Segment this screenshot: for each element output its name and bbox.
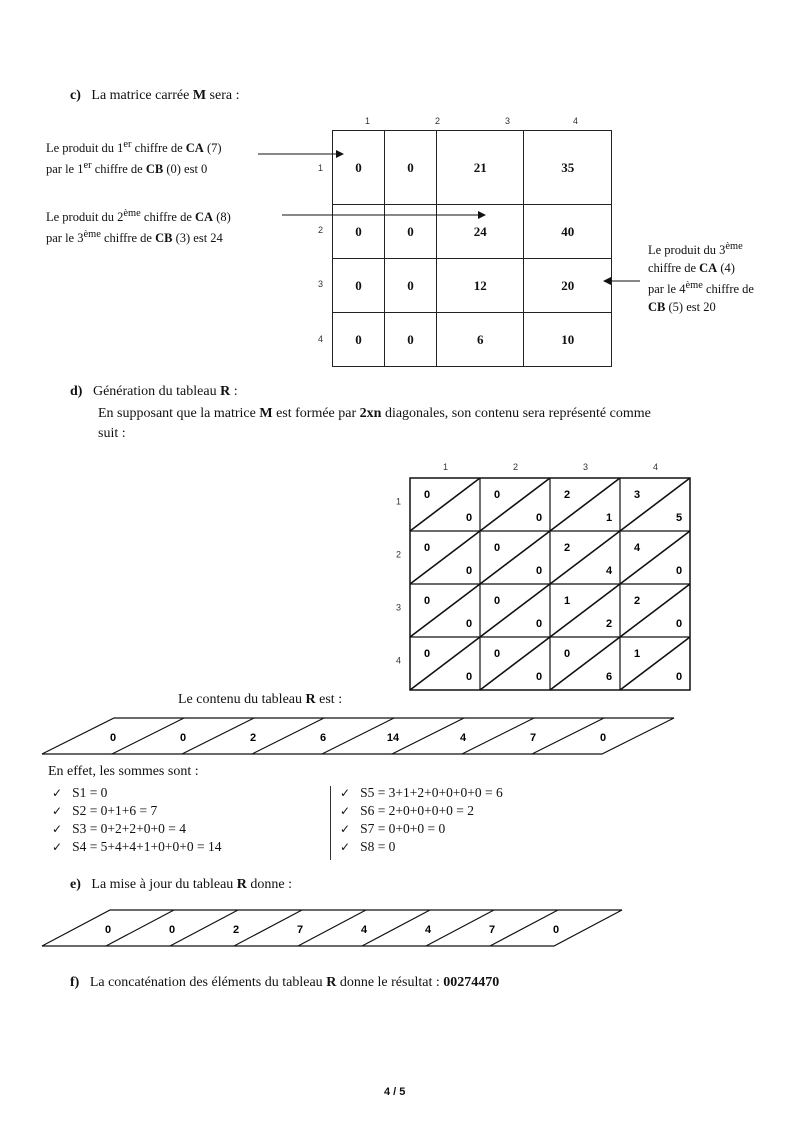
note-text: (3) est 24	[172, 231, 223, 246]
sum-item	[340, 784, 503, 802]
note-line	[648, 238, 754, 259]
tableau-cell: 0	[552, 924, 560, 936]
tableau-cell: 2	[232, 924, 240, 936]
lattice-row-header: 1	[396, 496, 402, 507]
sum-item	[52, 820, 221, 838]
sum-text: S5 = 3+1+2+0+0+0+0 = 6	[360, 785, 503, 800]
matrix-cell: 0	[333, 131, 385, 205]
note-sup: ème	[725, 241, 743, 252]
check-mark-icon: ✓	[340, 786, 351, 800]
sum-item	[52, 802, 221, 820]
col-header: 2	[435, 116, 441, 126]
lattice-tens-digit: 0	[424, 648, 431, 660]
matrix-cell: 0	[384, 313, 436, 367]
check-mark-icon: ✓	[340, 840, 351, 854]
heading-bold: R	[236, 877, 247, 892]
lattice-tens-digit: 2	[564, 542, 571, 554]
section-e-heading	[70, 877, 292, 893]
lattice-units-digit: 0	[536, 671, 543, 683]
lattice-tens-digit: 2	[564, 489, 571, 501]
note-bold: CB	[648, 300, 666, 315]
note-sup: ème	[123, 208, 141, 219]
tableau-divider	[426, 910, 494, 946]
note-text: chiffre de	[131, 141, 186, 156]
tableau-divider	[490, 910, 558, 946]
sum-item	[52, 838, 221, 856]
tableau-cell: 0	[104, 924, 112, 936]
row-header: 3	[318, 279, 324, 289]
matrix-cell: 10	[524, 313, 612, 367]
tableau-divider	[109, 718, 187, 754]
note-text: chiffre de	[100, 231, 156, 246]
matrix-cell: 35	[524, 131, 612, 205]
sum-text: S6 = 2+0+0+0+0 = 2	[360, 803, 475, 818]
lattice-units-digit: 0	[536, 512, 543, 524]
lattice-units-digit: 0	[466, 565, 473, 577]
lattice-units-digit: 2	[606, 618, 613, 630]
section-d-heading	[70, 384, 238, 400]
label-text: est :	[315, 692, 343, 707]
col-header: 4	[573, 116, 579, 126]
lattice-tens-digit: 0	[424, 489, 431, 501]
label-bold: R	[305, 692, 316, 707]
sum-item	[340, 802, 503, 820]
check-mark-icon: ✓	[52, 822, 63, 836]
heading-text: Génération du tableau	[92, 384, 221, 399]
lattice-row-header: 2	[396, 549, 402, 560]
col-header: 1	[365, 116, 371, 126]
sums-right-list	[340, 784, 503, 856]
note-text: chiffre de	[648, 261, 700, 276]
tableau-cell: 7	[529, 732, 537, 744]
lattice-tens-digit: 0	[494, 648, 501, 660]
sum-text: S7 = 0+0+0 = 0	[360, 821, 446, 836]
lattice-row-header: 3	[396, 602, 402, 613]
note-sup: er	[83, 160, 92, 172]
tableau-divider	[234, 910, 302, 946]
col-header: 3	[505, 116, 511, 126]
lattice-tens-digit: 2	[634, 595, 641, 607]
sum-text: S3 = 0+2+2+0+0 = 4	[72, 821, 187, 836]
tableau-r-label	[178, 692, 342, 708]
heading-bold: M	[192, 88, 207, 103]
sum-text: S1 = 0	[72, 785, 108, 800]
row-header: 2	[318, 225, 324, 235]
note-line	[648, 259, 754, 277]
note-text: par le 4	[648, 282, 686, 297]
sum-item	[340, 838, 503, 856]
matrix-cell: 40	[524, 205, 612, 259]
section-letter: f)	[70, 975, 80, 990]
lattice-col-header: 3	[583, 462, 589, 472]
label-text: Le contenu du tableau	[178, 692, 306, 707]
para-text: est formée par	[272, 406, 360, 421]
note-sup: ème	[83, 229, 101, 241]
lattice-tens-digit: 4	[634, 542, 641, 554]
note-line	[46, 205, 231, 226]
lattice-tens-digit: 0	[564, 648, 571, 660]
para-text: En supposant que la matrice	[98, 406, 260, 421]
sums-left-list	[52, 784, 221, 856]
heading-bold: R	[326, 975, 337, 990]
tableau-divider	[459, 718, 537, 754]
matrix-cell: 21	[436, 131, 524, 205]
note-text: par le 3	[46, 231, 84, 246]
page-number: 4 / 5	[384, 1086, 406, 1098]
note-line	[46, 157, 222, 178]
lattice-units-digit: 0	[466, 618, 473, 630]
heading-text: La mise à jour du tableau	[91, 877, 237, 892]
note-text: chiffre de	[702, 282, 754, 297]
lattice-tens-digit: 0	[424, 595, 431, 607]
lattice-units-digit: 4	[606, 565, 613, 577]
note-bold: CB	[145, 162, 164, 177]
tableau-divider	[106, 910, 174, 946]
tableau-divider	[298, 910, 366, 946]
tableau-r-updated	[40, 908, 630, 950]
matrix-cell: 0	[384, 259, 436, 313]
note-line	[46, 226, 231, 247]
tableau-cell: 7	[296, 924, 304, 936]
lattice-tens-digit: 0	[494, 595, 501, 607]
note-text: chiffre de	[91, 162, 146, 177]
sums-divider	[330, 786, 331, 860]
tableau-divider	[249, 718, 327, 754]
note-line	[648, 298, 754, 316]
check-mark-icon: ✓	[340, 804, 351, 818]
note-product-3	[648, 238, 754, 316]
check-mark-icon: ✓	[52, 804, 63, 818]
lattice-units-digit: 5	[676, 512, 683, 524]
lattice-units-digit: 0	[466, 671, 473, 683]
matrix-cell: 0	[333, 313, 385, 367]
tableau-cell: 4	[459, 732, 467, 744]
note-text: Le produit du 2	[46, 210, 124, 225]
matrix-cell: 24	[436, 205, 524, 259]
heading-text: donne le résultat :	[336, 975, 444, 990]
lattice-col-header: 4	[653, 462, 659, 472]
tableau-cell: 4	[424, 924, 432, 936]
tableau-divider	[392, 718, 464, 754]
tableau-cell: 0	[599, 732, 607, 744]
matrix-cell: 6	[436, 313, 524, 367]
check-mark-icon: ✓	[52, 786, 63, 800]
note-text: chiffre de	[140, 210, 196, 225]
row-header: 1	[318, 163, 324, 173]
section-d-paragraph	[98, 404, 763, 444]
tableau-divider	[362, 910, 430, 946]
heading-text: sera :	[206, 88, 240, 103]
matrix-cell: 20	[524, 259, 612, 313]
sums-intro: En effet, les sommes sont :	[48, 764, 199, 779]
matrix-cell: 0	[384, 131, 436, 205]
tableau-r	[40, 716, 680, 758]
heading-text: La matrice carrée	[91, 88, 193, 103]
lattice-tens-digit: 1	[564, 595, 571, 607]
note-text: (5) est 20	[665, 300, 716, 315]
lattice-diagram	[390, 458, 700, 698]
note-text: (7)	[203, 141, 222, 156]
matrix-cell: 0	[333, 205, 385, 259]
lattice-tens-digit: 1	[634, 648, 641, 660]
para-bold: M	[259, 406, 273, 421]
lattice-tens-digit: 0	[424, 542, 431, 554]
lattice-row-header: 4	[396, 655, 402, 666]
matrix-cell: 0	[384, 205, 436, 259]
matrix-cell: 0	[333, 259, 385, 313]
tableau-divider	[170, 910, 238, 946]
note-bold: CB	[155, 231, 173, 246]
lattice-units-digit: 6	[606, 671, 613, 683]
section-f-heading	[70, 975, 499, 991]
note-text: (8)	[213, 210, 231, 225]
tableau-cell: 14	[386, 732, 400, 744]
note-line	[648, 277, 754, 298]
check-mark-icon: ✓	[340, 822, 351, 836]
note-bold: CA	[699, 261, 718, 276]
heading-bold: R	[220, 384, 231, 399]
note-bold: CA	[195, 210, 214, 225]
note-line	[46, 136, 222, 157]
note-text: (0) est 0	[163, 162, 208, 177]
lattice-units-digit: 0	[676, 618, 683, 630]
tableau-cell: 6	[319, 732, 327, 744]
note-bold: CA	[185, 141, 204, 156]
para-text: suit :	[98, 426, 126, 441]
tableau-divider	[319, 718, 394, 754]
heading-text: donne :	[246, 877, 293, 892]
lattice-units-digit: 0	[466, 512, 473, 524]
note-product-2	[46, 205, 231, 247]
para-text: diagonales, son contenu sera représenté comme	[381, 406, 651, 421]
tableau-cell: 2	[249, 732, 257, 744]
sum-item	[52, 784, 221, 802]
section-letter: c)	[70, 88, 81, 103]
tableau-divider	[529, 718, 607, 754]
row-header: 4	[318, 334, 324, 344]
lattice-units-digit: 0	[676, 565, 683, 577]
lattice-tens-digit: 0	[494, 489, 501, 501]
note-text: (4)	[717, 261, 735, 276]
note-product-1	[46, 136, 222, 178]
section-letter: e)	[70, 877, 81, 892]
lattice-units-digit: 0	[676, 671, 683, 683]
lattice-col-header: 1	[443, 462, 449, 472]
tableau-cell: 0	[168, 924, 176, 936]
para-bold: 2xn	[359, 406, 382, 421]
sum-item	[340, 820, 503, 838]
lattice-units-digit: 1	[606, 512, 613, 524]
section-letter: d)	[70, 384, 83, 399]
note-text: Le produit du 3	[648, 243, 726, 258]
note-text: par le 1	[46, 162, 84, 177]
check-mark-icon: ✓	[52, 840, 63, 854]
tableau-divider	[179, 718, 257, 754]
tableau-cell: 7	[488, 924, 496, 936]
annotation-arrows	[0, 0, 800, 400]
note-sup: ème	[685, 280, 703, 292]
sum-text: S8 = 0	[360, 839, 396, 854]
sum-text: S2 = 0+1+6 = 7	[72, 803, 158, 818]
lattice-units-digit: 0	[536, 565, 543, 577]
note-text: Le produit du 1	[46, 141, 124, 156]
final-result: 00274470	[443, 975, 500, 990]
tableau-cell: 0	[109, 732, 117, 744]
heading-text: La concaténation des éléments du tableau	[89, 975, 327, 990]
lattice-col-header: 2	[513, 462, 519, 472]
tableau-cell: 0	[179, 732, 187, 744]
matrix-cell: 12	[436, 259, 524, 313]
note-sup: er	[123, 139, 132, 150]
heading-text: :	[230, 384, 238, 399]
lattice-units-digit: 0	[536, 618, 543, 630]
lattice-tens-digit: 0	[494, 542, 501, 554]
tableau-cell: 4	[360, 924, 368, 936]
sum-text: S4 = 5+4+4+1+0+0+0 = 14	[72, 839, 222, 854]
lattice-tens-digit: 3	[634, 489, 641, 501]
